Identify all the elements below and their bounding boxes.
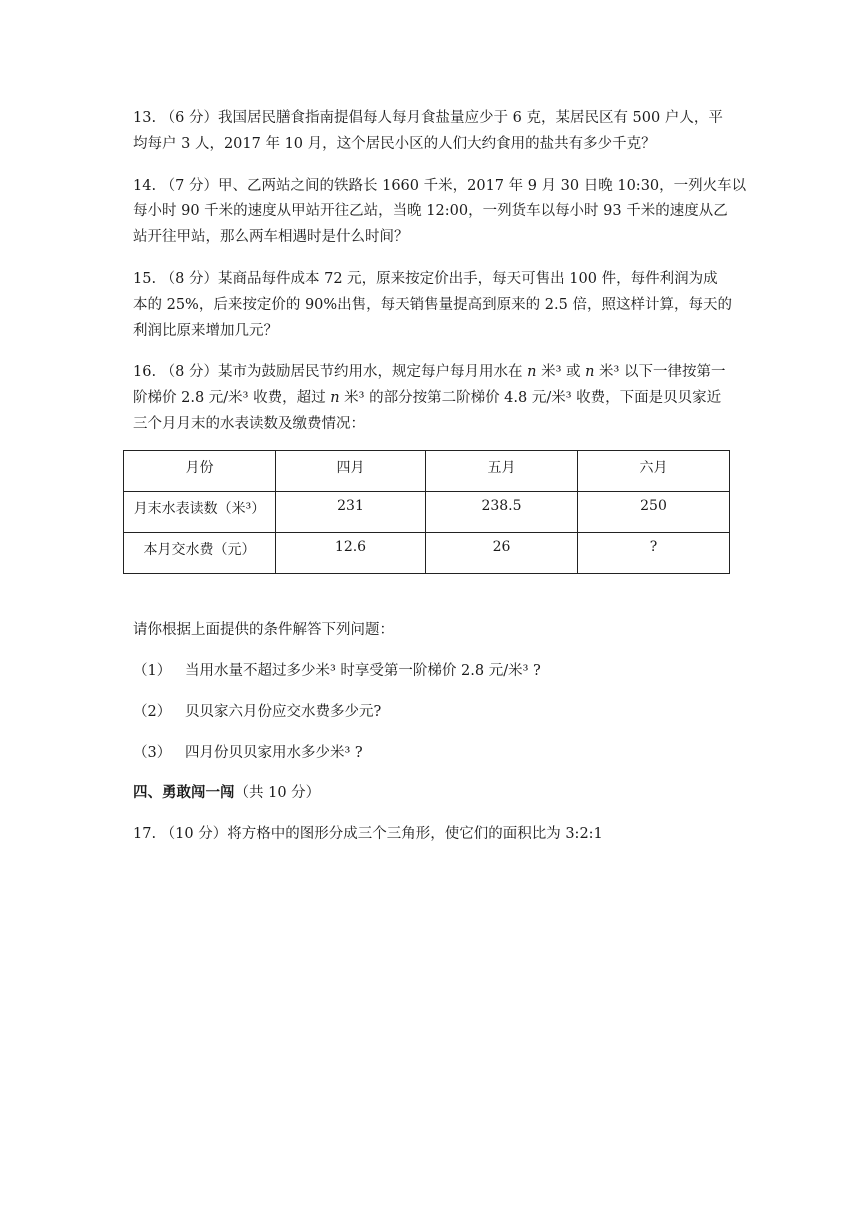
q16-line-2 — [133, 388, 721, 408]
q13-line-1: 13. （6 分）我国居民膳食指南提倡每人每月食盐量应少于 6 克，某居民区有 500 户人，平 — [133, 110, 723, 126]
variable-n: n — [330, 390, 340, 406]
table-header-cell: 六月 — [578, 451, 730, 492]
table-row — [124, 492, 730, 533]
table-header-row — [124, 451, 730, 492]
table-header-cell: 四月 — [276, 451, 426, 492]
subquestion-text: 四月份贝贝家用水多少米³ ? — [185, 745, 363, 761]
q16-line-1-c: 米³ 以下一律按第一 — [594, 364, 726, 380]
table-header-cell: 月份 — [124, 451, 276, 492]
table-cell: 本月交水费（元） — [124, 533, 276, 574]
q16-line-1-b: 米³ 或 — [536, 364, 586, 380]
q16-line-2-a: 阶梯价 2.8 元/米³ 收费，超过 — [133, 390, 331, 406]
q15-line-2: 本的 25%，后来按定价的 90%出售，每天销售量提高到原来的 2.5 倍，照这样计算，每天的 — [133, 297, 732, 313]
q15-line-1: 15. （8 分）某商品每件成本 72 元，原来按定价出手，每天可售出 100 件，每件利润为成 — [133, 271, 718, 287]
subquestion-2 — [133, 702, 381, 722]
q15-line-3: 利润比原来增加几元？ — [133, 323, 278, 339]
q16-line-1-a: 16. （8 分）某市为鼓励居民节约用水，规定每户每月用水在 — [133, 364, 528, 380]
subquestion-number: （1） — [133, 663, 172, 679]
q16-line-1 — [133, 362, 725, 382]
table-cell: 231 — [276, 492, 426, 533]
q14-line-2: 每小时 90 千米的速度从甲站开往乙站，当晚 12:00，一列货车以每小时 93 千米的速度从乙 — [133, 203, 728, 219]
section-4-heading — [133, 783, 320, 803]
q16-line-3: 三个月月末的水表读数及缴费情况： — [133, 416, 365, 432]
water-fee-table — [123, 450, 730, 574]
table-cell: 26 — [426, 533, 578, 574]
subquestion-text: 贝贝家六月份应交水费多少元? — [185, 704, 382, 720]
q14-line-1: 14. （7 分）甲、乙两站之间的铁路长 1660 千米，2017 年 9 月 30 日晚 10:30，一列火车以 — [133, 178, 747, 194]
subquestion-number: （2） — [133, 704, 172, 720]
q17-line-1: 17. （10 分）将方格中的图形分成三个三角形，使它们的面积比为 3:2:1 — [133, 826, 603, 842]
q14-line-3: 站开往甲站，那么两车相遇时是什么时间？ — [133, 229, 409, 245]
section-4-title: 四、勇敢闯一闯 — [133, 784, 235, 801]
table-header-cell: 五月 — [426, 451, 578, 492]
subquestion-text: 当用水量不超过多少米³ 时享受第一阶梯价 2.8 元/米³ ? — [185, 663, 541, 679]
variable-n: n — [527, 364, 537, 380]
section-4-points: （共 10 分） — [234, 785, 321, 801]
subquestion-number: （3） — [133, 745, 172, 761]
variable-n: n — [585, 364, 595, 380]
table-row — [124, 533, 730, 574]
q13-line-2: 均每户 3 人，2017 年 10 月，这个居民小区的人们大约食用的盐共有多少千克？ — [133, 136, 656, 152]
subquestion-1 — [133, 661, 541, 681]
table-cell: 238.5 — [426, 492, 578, 533]
subquestion-3 — [133, 743, 363, 763]
table-cell: 12.6 — [276, 533, 426, 574]
table-cell: 月末水表读数（米³） — [124, 492, 276, 533]
instructions: 请你根据上面提供的条件解答下列问题： — [133, 622, 394, 638]
q16-line-2-b: 米³ 的部分按第二阶梯价 4.8 元/米³ 收费，下面是贝贝家近 — [339, 390, 722, 406]
table-cell: 250 — [578, 492, 730, 533]
table-cell: ? — [578, 533, 730, 574]
